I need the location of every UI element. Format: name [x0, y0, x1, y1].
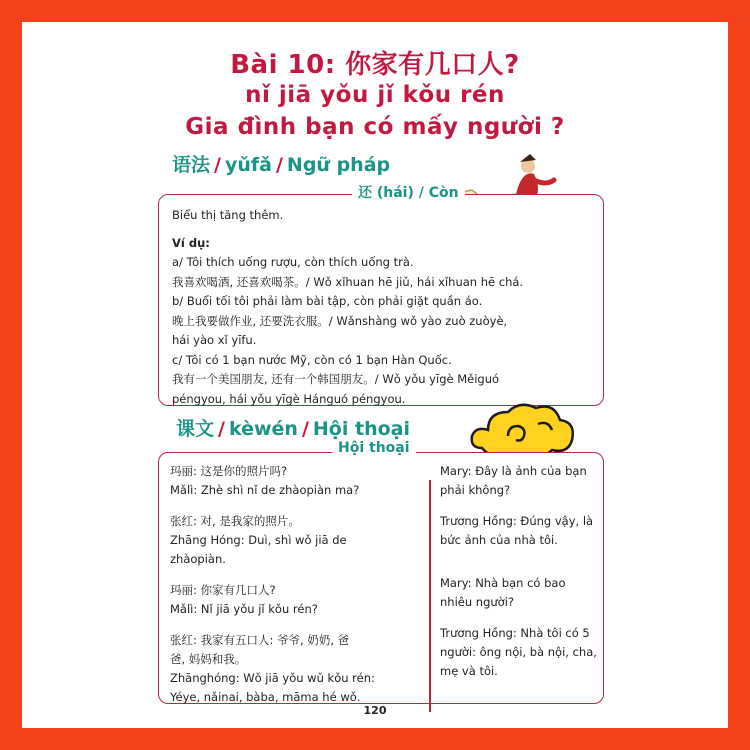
dialogue-line: Trương Hồng: Đúng vậy, là	[440, 514, 594, 528]
dialogue-line: Mary: Đây là ảnh của bạn	[440, 464, 587, 478]
example-line: b/ Buổi tối tôi phải làm bài tập, còn phải giặt quần áo.	[172, 294, 483, 308]
dialogue-line: người: ông nội, bà nội, cha,	[440, 645, 597, 659]
dialogue-box-label: Hội thoại	[332, 440, 416, 456]
dialogue-line: bức ảnh của nhà tôi.	[440, 533, 558, 547]
example-line: 我有一个美国朋友, 还有一个韩国朋友。/ Wǒ yǒu yīgè Měiguó	[172, 372, 500, 386]
grammar-content	[172, 206, 582, 409]
lesson-title: Bài 10: 你家有几口人?	[230, 50, 520, 80]
dialogue-line: Zhānghóng: Wǒ jiā yǒu wǔ kǒu rén:	[170, 671, 375, 685]
grammar-meaning: Biểu thị tăng thêm.	[172, 208, 284, 222]
dialogue-line: Zhāng Hóng: Duì, shì wǒ jiā de	[170, 533, 347, 547]
dialogue-line: 张红: 对, 是我家的照片。	[170, 514, 300, 528]
grammar-heading: 语法 / yǔfǎ / Ngữ pháp	[172, 154, 391, 176]
example-line: 晚上我要做作业, 还要洗衣服。/ Wǎnshàng wǒ yào zuò zuòyè,	[172, 313, 508, 328]
dialogue-line: Trương Hồng: Nhà tôi có 5	[440, 626, 590, 640]
page-number: 120	[363, 704, 387, 717]
example-label: Ví dụ:	[172, 235, 210, 250]
grammar-box-label: 还 (hái) / Còn	[352, 182, 465, 202]
dialogue-line: Yéye, nǎinai, bàba, māma hé wǒ.	[170, 690, 361, 704]
dialogue-heading-pinyin: kèwén	[228, 418, 298, 440]
column-divider	[429, 480, 431, 712]
dialogue-line: Mǎlì: Zhè shì nǐ de zhàopiàn ma?	[170, 483, 360, 497]
grammar-heading-pinyin: yǔfǎ	[224, 154, 272, 176]
example-line: hái yào xǐ yīfu.	[172, 333, 257, 347]
dialogue-left-column	[170, 462, 420, 719]
dialogue-line: 张红: 我家有五口人: 爷爷, 奶奶, 爸	[170, 633, 350, 647]
example-line: c/ Tôi có 1 bạn nước Mỹ, còn có 1 bạn Hàn Quốc.	[172, 352, 452, 367]
book-page	[22, 22, 728, 728]
grammar-heading-cn: 语法	[172, 154, 211, 176]
dialogue-line: 玛丽: 你家有几口人?	[170, 583, 276, 597]
dialogue-line: zhàopiàn.	[170, 552, 226, 566]
lesson-title-pinyin: nǐ jiā yǒu jǐ kǒu rén	[245, 82, 505, 108]
grammar-heading-vn: Ngữ pháp	[286, 154, 391, 176]
dialogue-line: 爸, 妈妈和我。	[170, 652, 247, 666]
example-line: péngyou, hái yǒu yīgè Hánguó péngyou.	[172, 391, 406, 406]
example-line: a/ Tôi thích uống rượu, còn thích uống trà.	[172, 255, 414, 269]
dialogue-line: Mǎlì: Nǐ jiā yǒu jǐ kǒu rén?	[170, 602, 318, 616]
dialogue-heading-cn: 课文	[176, 418, 215, 440]
dialogue-line: phải không?	[440, 483, 511, 497]
dialogue-line: mẹ và tôi.	[440, 664, 498, 678]
dialogue-line: Mary: Nhà bạn có bao	[440, 576, 566, 590]
dialogue-line: nhiêu người?	[440, 595, 515, 609]
example-line: 我喜欢喝酒, 还喜欢喝茶。/ Wǒ xǐhuan hē jiǔ, hái xǐhuan hē chá.	[172, 274, 524, 289]
dialogue-heading-vn: Hội thoại	[312, 418, 410, 440]
dialogue-right-column	[440, 462, 600, 693]
dialogue-line: 玛丽: 这是你的照片吗?	[170, 464, 288, 478]
lesson-title-vietnamese: Gia đình bạn có mấy người ?	[185, 114, 565, 140]
dialogue-heading: 课文 / kèwén / Hội thoại	[176, 418, 410, 440]
